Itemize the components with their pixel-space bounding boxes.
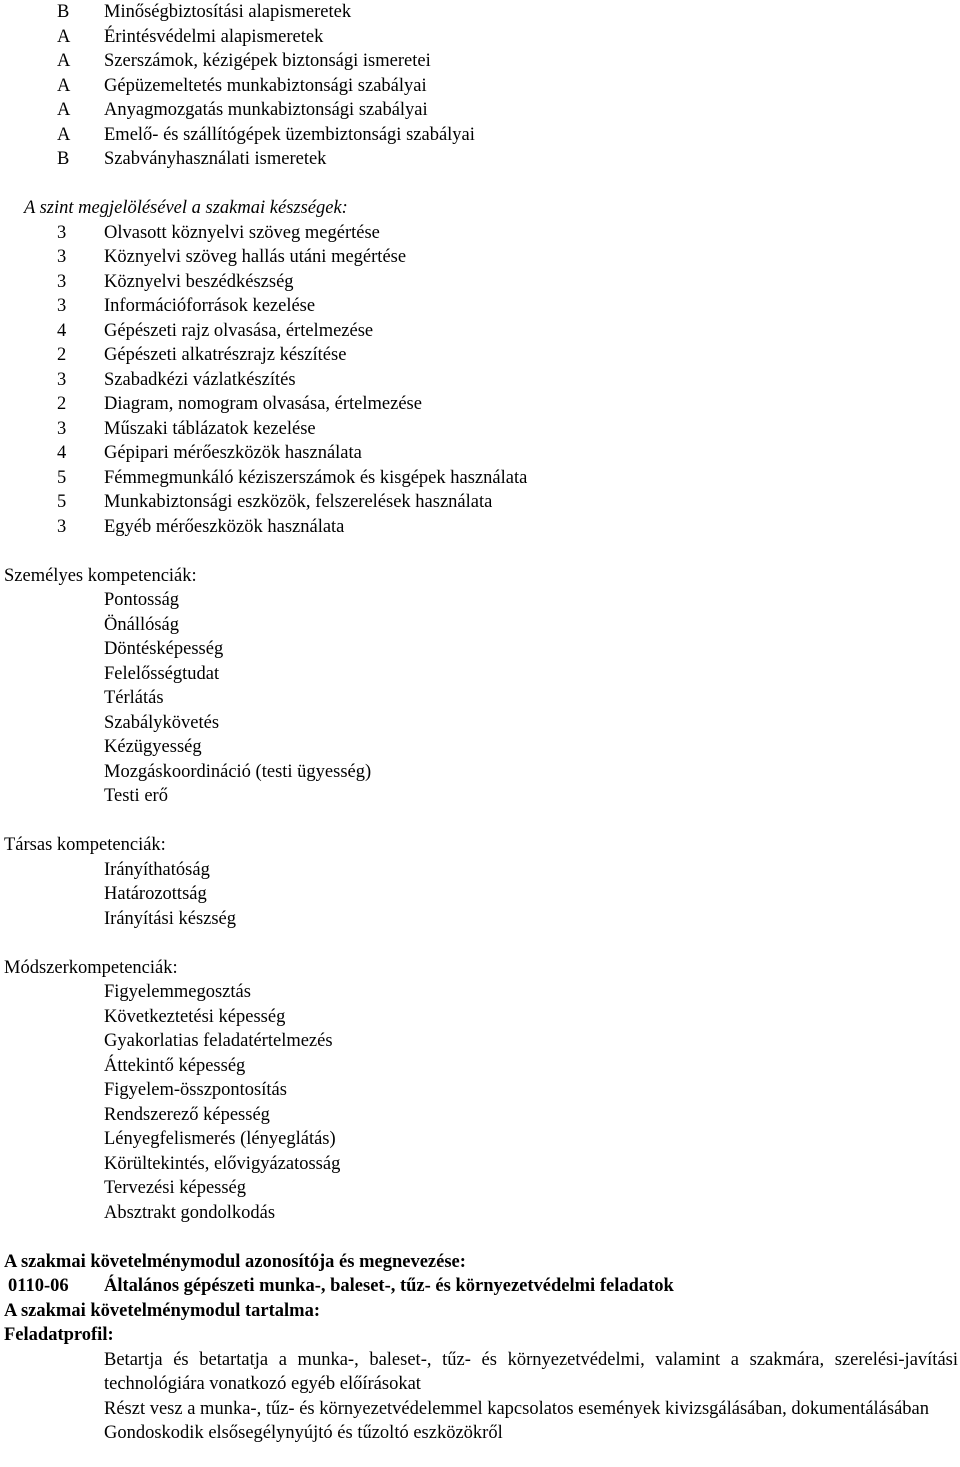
list-item xyxy=(0,98,960,123)
level-code: A xyxy=(57,26,71,47)
level-code: 2 xyxy=(57,345,67,365)
section-heading: Személyes kompetenciák: xyxy=(4,565,197,586)
item-text: Emelő- és szállítógépek üzembiztonsági szabályai xyxy=(104,124,475,145)
list-item xyxy=(0,123,960,148)
module-name: Általános gépészeti munka-, baleset-, tűz- és környezetvédelmi feladatok xyxy=(104,1276,674,1296)
module-content-heading: A szakmai követelménymodul tartalma: xyxy=(4,1300,321,1321)
section-heading: Módszerkompetenciák: xyxy=(4,957,178,978)
item-text: Érintésvédelmi alapismeretek xyxy=(104,26,324,47)
item-text: Minőségbiztosítási alapismeretek xyxy=(104,2,352,22)
list-item: Kézügyesség xyxy=(104,737,202,757)
level-code: B xyxy=(57,149,70,169)
list-item: Térlátás xyxy=(104,688,164,708)
level-code: 3 xyxy=(57,516,67,537)
level-code: B xyxy=(57,2,70,22)
list-item xyxy=(0,515,960,540)
list-item xyxy=(0,466,960,491)
item-text: Anyagmozgatás munkabiztonsági szabályai xyxy=(104,100,428,120)
list-item: Döntésképesség xyxy=(104,639,224,659)
list-item: Figyelem-összpontosítás xyxy=(104,1080,287,1100)
list-item xyxy=(0,245,960,270)
list-item xyxy=(0,294,960,319)
level-code: A xyxy=(57,51,71,71)
item-text: Szerszámok, kézigépek biztonsági ismeretei xyxy=(104,51,431,71)
list-item xyxy=(0,49,960,74)
level-code: 3 xyxy=(57,418,67,439)
item-text: Olvasott köznyelvi szöveg megértése xyxy=(104,222,380,243)
level-code: A xyxy=(57,100,71,120)
level-code: 3 xyxy=(57,271,67,292)
level-code: 3 xyxy=(57,222,67,243)
method-competencies-section xyxy=(0,956,960,1226)
profile-item: Betartja és betartatja a munka-, baleset-, tűz- és környezetvédelmi, valamint a szakmára, szerelési-javítási technológiára vonatkozó egyéb előírásokat xyxy=(104,1349,958,1394)
list-item xyxy=(0,0,960,25)
item-text: Információforrások kezelése xyxy=(104,296,316,316)
list-item xyxy=(0,392,960,417)
personal-competencies-section xyxy=(0,564,960,809)
list-item xyxy=(0,319,960,344)
item-text: Gépüzemeltetés munkabiztonsági szabályai xyxy=(104,75,427,96)
module-id-heading: A szakmai követelménymodul azonosítója és megnevezése: xyxy=(4,1251,466,1272)
list-item xyxy=(0,147,960,172)
skills-section xyxy=(0,196,960,539)
list-item: Lényegfelismerés (lényeglátás) xyxy=(104,1129,336,1149)
list-item xyxy=(0,417,960,442)
item-text: Egyéb mérőeszközök használata xyxy=(104,516,345,537)
item-text: Gépipari mérőeszközök használata xyxy=(104,443,362,463)
list-item: Önállóság xyxy=(104,614,180,635)
list-item: Figyelemmegosztás xyxy=(104,982,251,1002)
list-item xyxy=(0,25,960,50)
list-item: Határozottság xyxy=(104,884,207,904)
list-item xyxy=(0,368,960,393)
level-code: 3 xyxy=(57,369,67,390)
list-item: Körültekintés, elővigyázatosság xyxy=(104,1153,341,1174)
list-item: Testi erő xyxy=(104,786,168,806)
level-code: 3 xyxy=(57,296,67,316)
module-section xyxy=(0,1250,960,1446)
list-item xyxy=(0,74,960,99)
item-text: Köznyelvi szöveg hallás utáni megértése xyxy=(104,247,407,267)
profile-item: Részt vesz a munka-, tűz- és környezetvédelemmel kapcsolatos események kivizsgálásában, dokumentálásában xyxy=(104,1398,930,1419)
list-item xyxy=(0,221,960,246)
level-code: 4 xyxy=(57,320,67,341)
level-code: A xyxy=(57,75,71,96)
list-item: Irányíthatóság xyxy=(104,859,210,880)
list-item: Rendszerező képesség xyxy=(104,1104,270,1125)
level-code: 2 xyxy=(57,394,67,414)
list-item: Tervezési képesség xyxy=(104,1178,247,1198)
item-text: Gépészeti alkatrészrajz készítése xyxy=(104,345,347,365)
module-id: 0110-06 xyxy=(8,1276,69,1296)
item-text: Gépészeti rajz olvasása, értelmezése xyxy=(104,320,374,341)
section-heading: Társas kompetenciák: xyxy=(4,835,166,855)
item-text: Műszaki táblázatok kezelése xyxy=(104,418,316,439)
profile-item: Gondoskodik elsősegélynyújtó és tűzoltó eszközökről xyxy=(104,1423,503,1443)
social-competencies-section xyxy=(0,833,960,931)
list-item: Felelősségtudat xyxy=(104,663,220,684)
level-code: 5 xyxy=(57,467,67,488)
list-item: Gyakorlatias feladatértelmezés xyxy=(104,1031,333,1051)
list-item xyxy=(0,343,960,368)
level-code: 4 xyxy=(57,443,67,463)
list-item xyxy=(0,441,960,466)
item-text: Szabványhasználati ismeretek xyxy=(104,149,327,169)
level-code: 5 xyxy=(57,492,67,512)
knowledge-list xyxy=(0,0,960,172)
list-item: Irányítási készség xyxy=(104,908,237,929)
section-heading: A szint megjelölésével a szakmai készségek: xyxy=(24,198,348,218)
list-item: Áttekintő képesség xyxy=(104,1055,246,1076)
list-item: Pontosság xyxy=(104,590,180,610)
profile-heading: Feladatprofil: xyxy=(4,1325,114,1345)
level-code: 3 xyxy=(57,247,67,267)
level-code: A xyxy=(57,124,71,145)
list-item: Következtetési képesség xyxy=(104,1006,286,1027)
list-item xyxy=(0,490,960,515)
list-item: Szabálykövetés xyxy=(104,712,220,733)
item-text: Fémmegmunkáló kéziszerszámok és kisgépek használata xyxy=(104,467,528,488)
list-item: Mozgáskoordináció (testi ügyesség) xyxy=(104,761,372,782)
item-text: Diagram, nomogram olvasása, értelmezése xyxy=(104,394,422,414)
list-item: Absztrakt gondolkodás xyxy=(104,1202,276,1223)
list-item xyxy=(0,270,960,295)
item-text: Szabadkézi vázlatkészítés xyxy=(104,369,296,390)
item-text: Munkabiztonsági eszközök, felszerelések használata xyxy=(104,492,493,512)
item-text: Köznyelvi beszédkészség xyxy=(104,271,294,292)
